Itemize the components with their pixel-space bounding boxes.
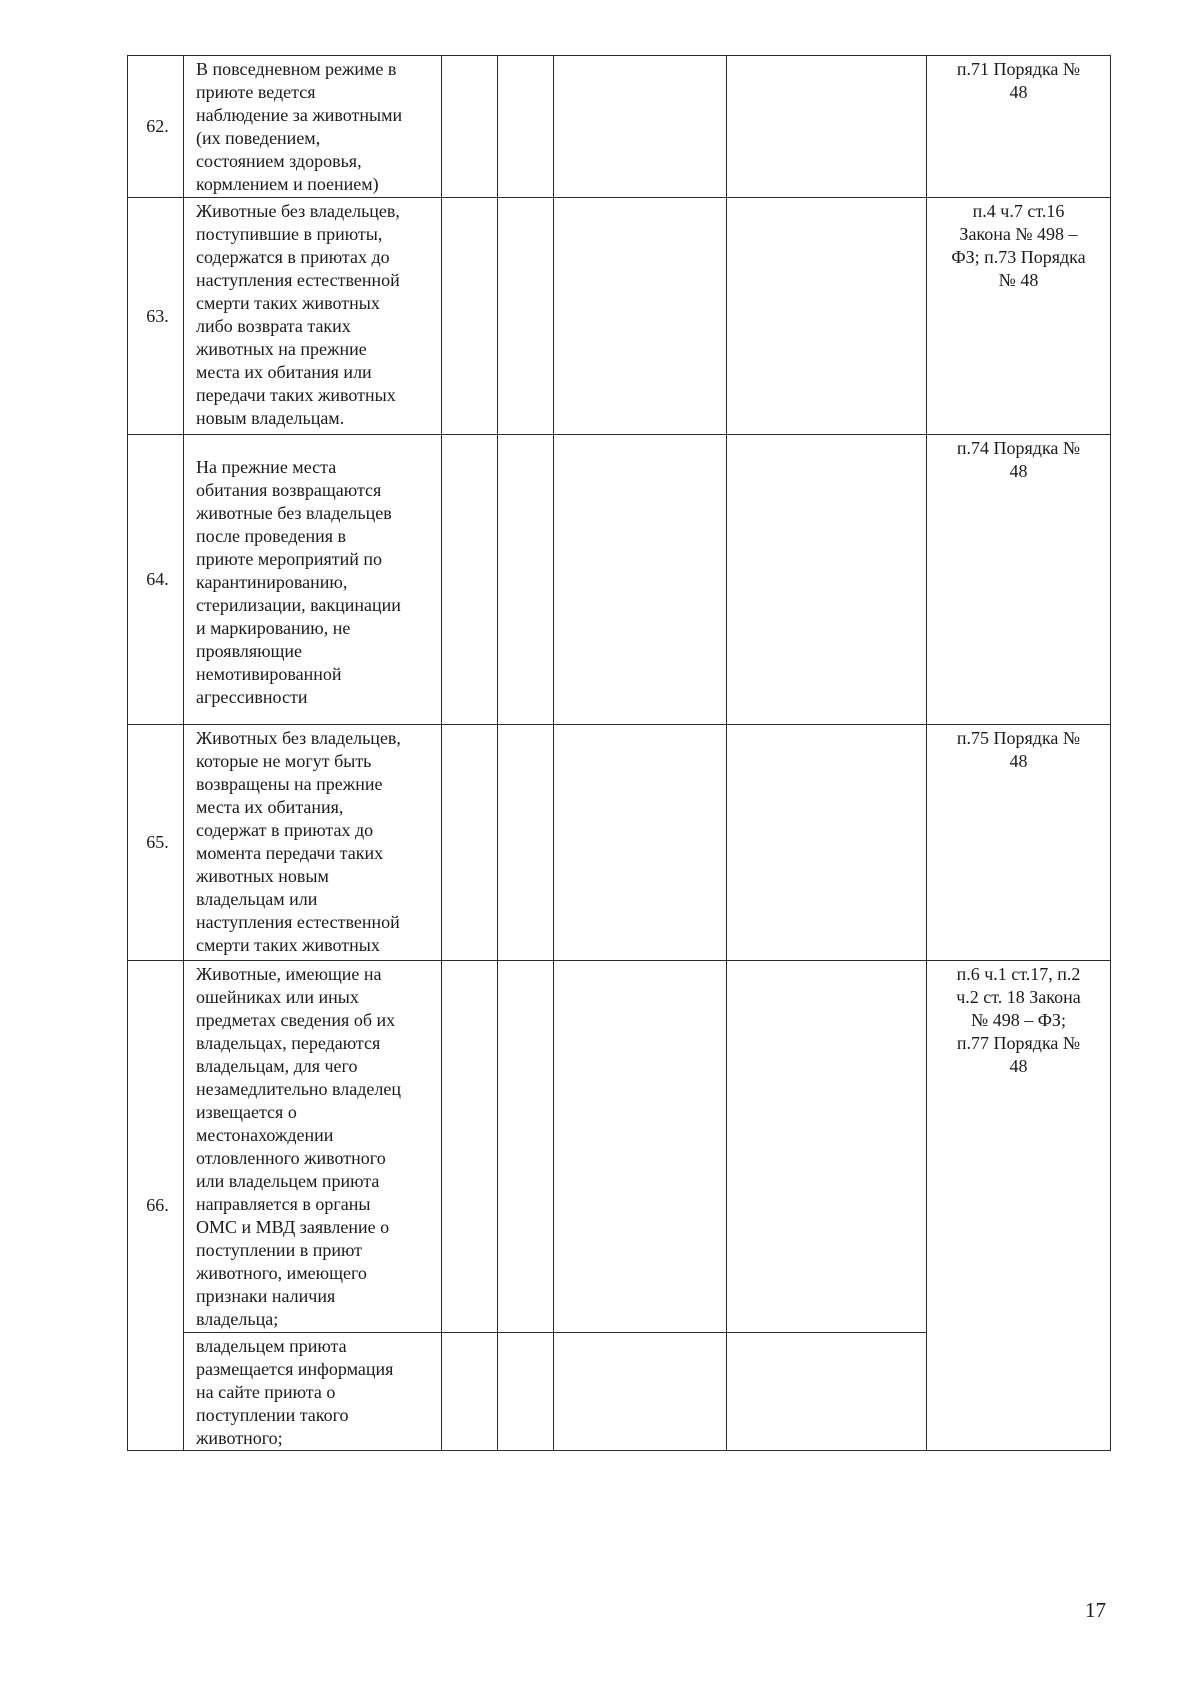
requirement-text: Животные, имеющие на ошейниках или иных предметах сведения об их владельцах, передаются владельцам, для чего незамедлительно владелец извещается о местонахождении отловленного животного или владельцем приюта направляется в органы ОМС и МВД заявление о поступлении в приют животного, имеющего признаки наличия владельца; — [184, 961, 442, 1333]
table-row — [128, 725, 1111, 961]
legal-reference: п.4 ч.7 ст.16 Закона № 498 – ФЗ; п.73 Порядка № 48 — [927, 198, 1111, 435]
page-number: 17 — [1085, 1598, 1106, 1622]
empty-cell — [554, 1333, 727, 1451]
empty-cell — [727, 725, 927, 961]
empty-cell — [727, 961, 927, 1333]
requirement-text: В повседневном режиме в приюте ведется наблюдение за животными (их поведением, состоянием здоровья, кормлением и поением) — [184, 56, 442, 198]
empty-cell — [442, 1333, 498, 1451]
empty-cell — [498, 961, 554, 1333]
table-row — [128, 56, 1111, 198]
empty-cell — [442, 961, 498, 1333]
empty-cell — [442, 725, 498, 961]
empty-cell — [727, 56, 927, 198]
empty-cell — [498, 56, 554, 198]
requirement-text: Животные без владельцев, поступившие в приюты, содержатся в приютах до наступления естественной смерти таких животных либо возврата таких животных на прежние места их обитания или передачи таких животных новым владельцам. — [184, 198, 442, 435]
empty-cell — [554, 961, 727, 1333]
empty-cell — [554, 435, 727, 725]
empty-cell — [554, 56, 727, 198]
empty-cell — [727, 198, 927, 435]
legal-reference: п.71 Порядка № 48 — [927, 56, 1111, 198]
empty-cell — [727, 435, 927, 725]
empty-cell — [498, 435, 554, 725]
empty-cell — [442, 198, 498, 435]
requirements-table — [127, 55, 1111, 1451]
legal-reference: п.75 Порядка № 48 — [927, 725, 1111, 961]
table-row — [128, 198, 1111, 435]
empty-cell — [498, 1333, 554, 1451]
row-number: 62. — [128, 56, 184, 198]
empty-cell — [442, 56, 498, 198]
legal-reference: п.74 Порядка № 48 — [927, 435, 1111, 725]
table-row — [128, 435, 1111, 725]
table-row — [128, 961, 1111, 1333]
requirement-text: Животных без владельцев, которые не могут быть возвращены на прежние места их обитания, содержат в приютах до момента передачи таких животных новым владельцам или наступления естественной смерти таких животных — [184, 725, 442, 961]
row-number: 64. — [128, 435, 184, 725]
row-number: 63. — [128, 198, 184, 435]
empty-cell — [727, 1333, 927, 1451]
requirement-text-continued: владельцем приюта размещается информация на сайте приюта о поступлении такого животного; — [184, 1333, 442, 1451]
row-number: 65. — [128, 725, 184, 961]
empty-cell — [554, 725, 727, 961]
row-number: 66. — [128, 961, 184, 1451]
empty-cell — [554, 198, 727, 435]
empty-cell — [498, 198, 554, 435]
legal-reference: п.6 ч.1 ст.17, п.2 ч.2 ст. 18 Закона № 498 – ФЗ; п.77 Порядка № 48 — [927, 961, 1111, 1451]
empty-cell — [442, 435, 498, 725]
requirement-text: На прежние места обитания возвращаются животные без владельцев после проведения в приюте мероприятий по карантинированию, стерилизации, вакцинации и маркированию, не проявляющие немотивированной агрессивности — [184, 435, 442, 725]
empty-cell — [498, 725, 554, 961]
